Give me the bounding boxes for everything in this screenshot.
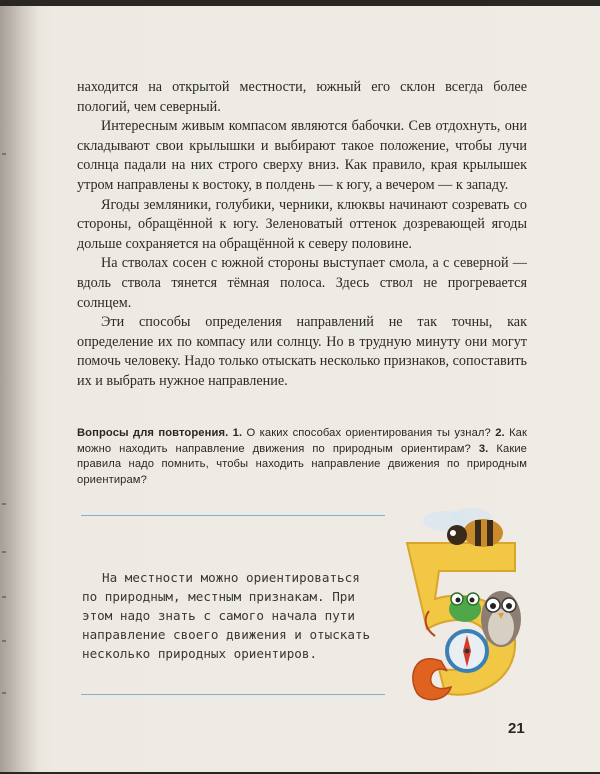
- divider-top: [81, 515, 385, 516]
- divider-bottom: [81, 694, 385, 695]
- question-number: 1.: [232, 427, 243, 439]
- paragraph: Интересным живым компасом являются бабочки. Сев отдохнуть, они складывают свои крылышки и выбирают такое положение, чтобы лучи солнца падали на них строго сверху вниз. Как правило, края крылышек утром направлены к востоку, в полдень — к югу, а вечером — к западу.: [77, 118, 527, 193]
- margin-mark: [2, 551, 6, 553]
- summary-box: [82, 568, 392, 663]
- paragraph: находится на открытой местности, южный его склон всегда более пологий, чем северный.: [77, 79, 527, 115]
- margin-mark: [2, 596, 6, 598]
- margin-mark: [2, 692, 6, 694]
- margin-mark: [2, 153, 6, 155]
- owl-icon: [481, 591, 521, 647]
- question-number: 3.: [478, 442, 489, 455]
- spine-shadow: [0, 6, 40, 772]
- summary-line: На местности можно ориентироваться: [102, 570, 360, 585]
- paragraph: На стволах сосен с южной стороны выступает смола, а с северной — вдоль ствола тянется тёмная полоса. Здесь ствол не прогревается солнцем.: [77, 255, 527, 311]
- paragraph: Ягоды земляники, голубики, черники, клюквы начинают созревать со стороны, обращённой к югу. Зеленоватый оттенок дозревающей ягоды дольше сохраняется на обращённой к северу половине.: [77, 196, 527, 252]
- margin-mark: [2, 503, 6, 505]
- questions-heading: Вопросы для повторения.: [77, 427, 229, 439]
- cartoon-illustration: [395, 501, 545, 706]
- compass-icon: [447, 631, 487, 671]
- paragraph: Эти способы определения направлений не так точны, как определение их по компасу или солнцу. Но в трудную минуту они могут помочь человеку. Надо только отыскать несколько признаков, сопоставить их и выбрать нужное направление.: [77, 314, 527, 389]
- question-text: О каких способах ориентирования ты узнал?: [246, 427, 491, 439]
- margin-mark: [2, 640, 6, 642]
- summary-text: по природным, местным признакам. При этом надо знать с самого начала пути направление своего движения и отыскать несколько природных ориентиров.: [82, 589, 371, 661]
- question-number: 2.: [495, 427, 505, 439]
- textbook-page: [0, 6, 600, 772]
- frog-icon: [449, 593, 481, 622]
- review-questions: [77, 426, 527, 488]
- bee-icon: [423, 508, 503, 547]
- page-number: 21: [508, 720, 525, 737]
- question-text: Какие правила надо помнить, чтобы находить направление движения по природным ориентирам?: [77, 442, 527, 486]
- main-text: [77, 78, 527, 392]
- question-text: Как можно находить направление движения по природным ориентирам?: [77, 427, 527, 455]
